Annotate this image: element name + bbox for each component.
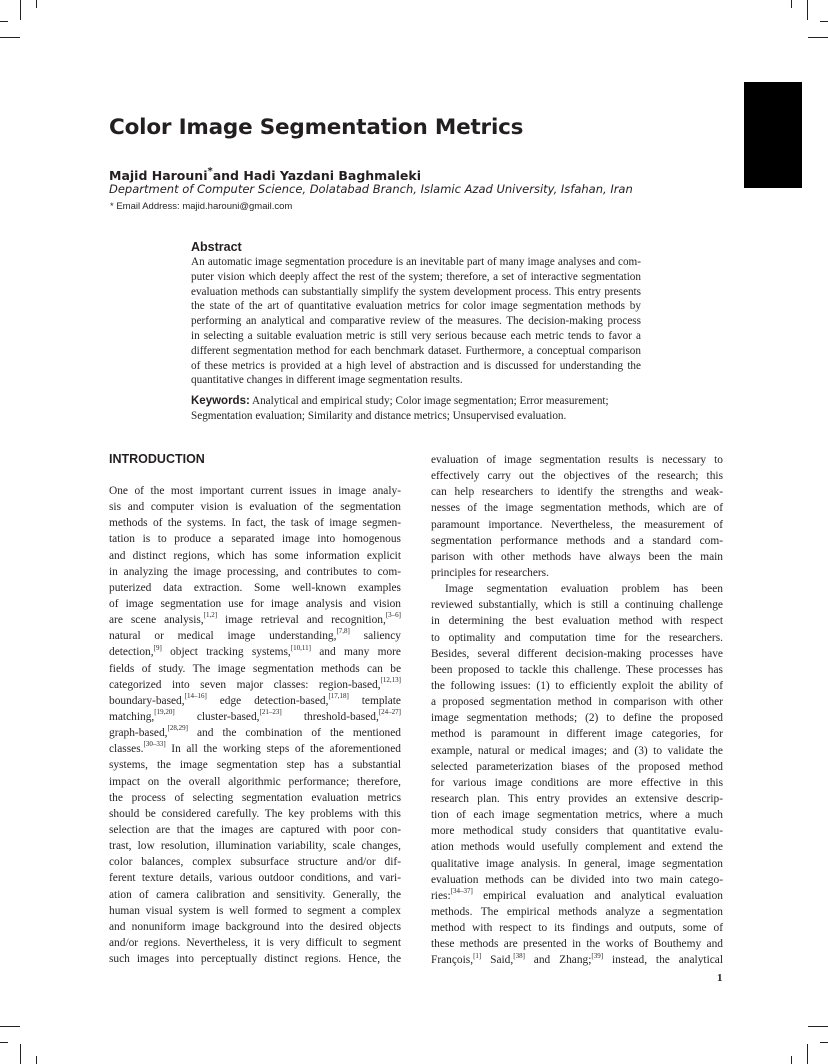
body-text-line: natural or medical image understanding,[7,8] saliency	[109, 627, 401, 643]
body-text-line: selection are that the images are captured with poor con-	[109, 823, 401, 836]
body-text-line: should be considered carefully. The key problems with this	[109, 807, 401, 820]
crop-mark	[807, 1044, 808, 1064]
body-text-line: human visual system is well formed to segment a complex	[109, 904, 401, 917]
crop-mark	[820, 1042, 828, 1043]
body-text-line: Besides, several different decision-making processes have	[431, 647, 723, 660]
body-text-line: these methods are presented in the works of Bouthemy and	[431, 938, 723, 951]
corresponding-author-mark: *	[207, 166, 213, 177]
citation-ref: [7,8]	[336, 627, 350, 636]
crop-mark	[807, 0, 808, 20]
body-text-line: ation methods would usefully complement and extend the	[431, 841, 723, 854]
body-text-line: principles for researchers.	[431, 566, 549, 579]
body-text-line: puterized data extraction. Some well-known examples	[109, 581, 401, 594]
body-text-line: ferent texture details, various outdoor conditions, and vari-	[109, 872, 401, 885]
crop-mark	[20, 0, 21, 20]
crop-mark	[20, 1044, 21, 1064]
body-text-line: segmentation performance methods and a standard com-	[431, 534, 723, 547]
body-text-line: paramount importance. Nevertheless, the measurement of	[431, 518, 723, 531]
author-name: Majid Harouni	[109, 168, 208, 184]
body-text-line: methods. The empirical methods analyze a segmentation	[431, 905, 723, 918]
body-text-line: color balances, complex subsurface structure and/or dif-	[109, 856, 401, 869]
body-text-line: for various image conditions are more effective in this	[431, 776, 723, 789]
abstract-line: puter vision which deeply affect the rest of the system; therefore, a set of interactive segmentation	[191, 270, 641, 283]
body-column-left	[109, 483, 401, 967]
body-text-line: ries:[34–37] empirical evaluation and analytical evaluation	[431, 887, 723, 902]
body-text-line: fields of study. The image segmentation methods can be	[109, 662, 401, 675]
citation-ref: [3–6]	[385, 611, 401, 620]
body-text-line: and nonuniform image background into the desired objects	[109, 920, 401, 933]
page-number: 1	[717, 972, 723, 984]
abstract-line: evaluation methods can substantially simplify the system development process. This entry presents	[191, 285, 641, 298]
body-text-line: of image segmentation use for image analysis and vision	[109, 597, 401, 610]
body-text-line: ation of camera calibration and sensitivity. Generally, the	[109, 888, 401, 901]
citation-ref: [28,29]	[167, 724, 188, 733]
body-text-line: can help researchers to identify the strengths and weak-	[431, 486, 723, 499]
body-text-line: parison with other methods have always been the main	[431, 550, 723, 563]
body-text-line: detection,[9] object tracking systems,[10,11] and many more	[109, 643, 401, 659]
abstract-line: An automatic image segmentation procedure is an inevitable part of many image analyses and com-	[191, 256, 641, 268]
body-text-line: tation is to produce a separated image into homogenous	[109, 533, 401, 546]
citation-ref: [12,13]	[380, 675, 401, 684]
crop-mark	[0, 1026, 20, 1027]
crop-mark	[36, 1056, 37, 1064]
abstract-line: in selecting a suitable evaluation metric is still very serious because each metric tends to favor a	[191, 329, 641, 342]
crop-mark	[791, 0, 792, 8]
body-text-line: One of the most important current issues in image analy-	[109, 485, 401, 497]
crop-mark	[36, 0, 37, 8]
abstract-body	[191, 255, 641, 388]
body-text-line: been proposed to tackle this challenge. These processes has	[431, 663, 723, 676]
body-text-line: effectively carry out the objectives of the research; this	[431, 470, 723, 483]
abstract-line: the state of the art of quantitative evaluation metrics for color image segmentation methods by	[191, 300, 641, 313]
abstract-line: different segmentation method for each benchmark dataset. Furthermore, a conceptual comparison	[191, 344, 641, 357]
abstract-line: quantitative changes in different image segmentation results.	[191, 374, 463, 387]
body-text-line: qualitative image analysis. In general, image segmentation	[431, 857, 723, 870]
citation-ref: [1]	[473, 951, 482, 960]
citation-ref: [9]	[153, 643, 162, 652]
body-text-line: research plan. This entry provides an extensive descrip-	[431, 792, 723, 805]
body-text-line: categorized into seven major classes: region-based,[12,13]	[109, 675, 401, 691]
citation-ref: [30–33]	[143, 740, 166, 749]
keywords-text: Segmentation evaluation; Similarity and distance metrics; Unsupervised evaluation.	[191, 409, 567, 422]
body-text-line: to optimality and computation time for the researchers.	[431, 631, 723, 644]
body-text-line: and distinct regions, which has some information explicit	[109, 549, 401, 562]
body-text-line: such images into perceptually distinct regions. Hence, the	[109, 953, 401, 966]
citation-ref: [10,11]	[290, 643, 311, 652]
author-name: and Hadi Yazdani Baghmaleki	[212, 168, 421, 184]
crop-mark	[0, 21, 8, 22]
crop-mark	[808, 37, 828, 38]
citation-ref: [21–23]	[259, 708, 282, 717]
body-text-line: evaluation of image segmentation results is necessary to	[431, 454, 723, 466]
section-tab-marker	[744, 82, 802, 188]
citation-ref: [1,2]	[203, 611, 218, 620]
body-text-line: François,[1] Said,[38] and Zhang;[39] instead, the analytical	[431, 951, 724, 967]
body-text-line: the process of selecting segmentation evaluation metrics	[109, 791, 401, 804]
body-text-line: impact on the overall algorithmic performance; therefore,	[109, 775, 401, 788]
citation-ref: [14–16]	[184, 692, 207, 701]
body-text-line: evaluation methods can be divided into two main catego-	[431, 873, 723, 886]
citation-ref: [34–37]	[450, 887, 473, 895]
crop-mark	[0, 1042, 8, 1043]
body-text-line: and/or regions. Nevertheless, it is very difficult to segment	[109, 936, 401, 949]
email-address: * Email Address: majid.harouni@gmail.com	[110, 201, 293, 212]
abstract-heading: Abstract	[191, 240, 242, 254]
body-text-line: more methodical study considers that quantitative evalu-	[431, 825, 723, 838]
body-text-line: sis and computer vision is evaluation of the segmentation	[109, 501, 401, 514]
body-text-line: selected parameterization biases of the proposed method	[431, 760, 723, 773]
body-text-line: the following issues: (1) to efficiently exploit the ability of	[431, 679, 723, 692]
keywords-label: Keywords:	[191, 395, 250, 407]
body-text-line: method is paramount in different image categories, for	[431, 728, 723, 741]
body-text-line: image segmentation methods; (2) to define the proposed	[431, 712, 723, 725]
abstract-line: performing an analytical and comparative review of the measures. The decision-making process	[191, 315, 641, 328]
body-text-line: trast, low resolution, illumination variability, scale changes,	[109, 840, 401, 853]
body-text-line: nesses of the image segmentation methods, which are of	[431, 502, 723, 515]
citation-ref: [17,18]	[328, 692, 349, 701]
crop-mark	[0, 37, 20, 38]
abstract-line: of these metrics is provided at a high level of abstraction and is discussed for understanding the	[191, 359, 641, 372]
citation-ref: [19,20]	[154, 708, 175, 717]
page-title: Color Image Segmentation Metrics	[109, 115, 524, 140]
body-text-line: matching,[19,20] cluster-based,[21–23] threshold-based,[24–27]	[109, 708, 401, 723]
keywords	[191, 394, 641, 424]
crop-mark	[791, 1056, 792, 1064]
citation-ref: [38]	[513, 951, 525, 960]
citation-ref: [39]	[591, 951, 604, 960]
body-text-line: in analyzing the image processing, and contributes to com-	[109, 565, 401, 578]
body-text-line: boundary-based,[14–16] edge detection-based,[17,18] template	[109, 692, 401, 707]
body-text-line: reviewed substantially, which is still a continuing challenge	[431, 599, 723, 612]
body-text-line: methods of the systems. In fact, the task of image segmen-	[109, 517, 401, 530]
body-text-line: in determining the best evaluation method with respect	[431, 615, 723, 628]
body-text-line: graph-based,[28,29] and the combination of the mentioned	[109, 724, 401, 740]
body-text-line: method with respect to its findings and outputs, some of	[431, 922, 723, 935]
body-text-line: a proposed segmentation method in comparison with other	[431, 696, 723, 709]
body-text-line: Image segmentation evaluation problem has been	[445, 583, 723, 596]
section-heading: INTRODUCTION	[109, 452, 205, 466]
crop-mark	[808, 1026, 828, 1027]
body-text-line: tion of each image segmentation metrics, where a much	[431, 809, 723, 822]
citation-ref: [24–27]	[378, 708, 401, 717]
author-line	[109, 167, 421, 183]
body-text-line: classes.[30–33] In all the working steps of the aforementioned	[109, 740, 401, 756]
body-column-right	[431, 452, 723, 969]
body-text-line: systems, the image segmentation step has a substantial	[109, 759, 401, 772]
body-text-line: are scene analysis,[1,2] image retrieval and recognition,[3–6]	[109, 611, 401, 627]
affiliation: Department of Computer Science, Dolatabad Branch, Islamic Azad University, Isfahan, Iran	[109, 182, 633, 196]
keywords-text: Analytical and empirical study; Color image segmentation; Error measurement;	[251, 395, 609, 407]
crop-mark	[820, 21, 828, 22]
body-text-line: example, natural or medical images; and (3) to validate the	[431, 744, 723, 757]
